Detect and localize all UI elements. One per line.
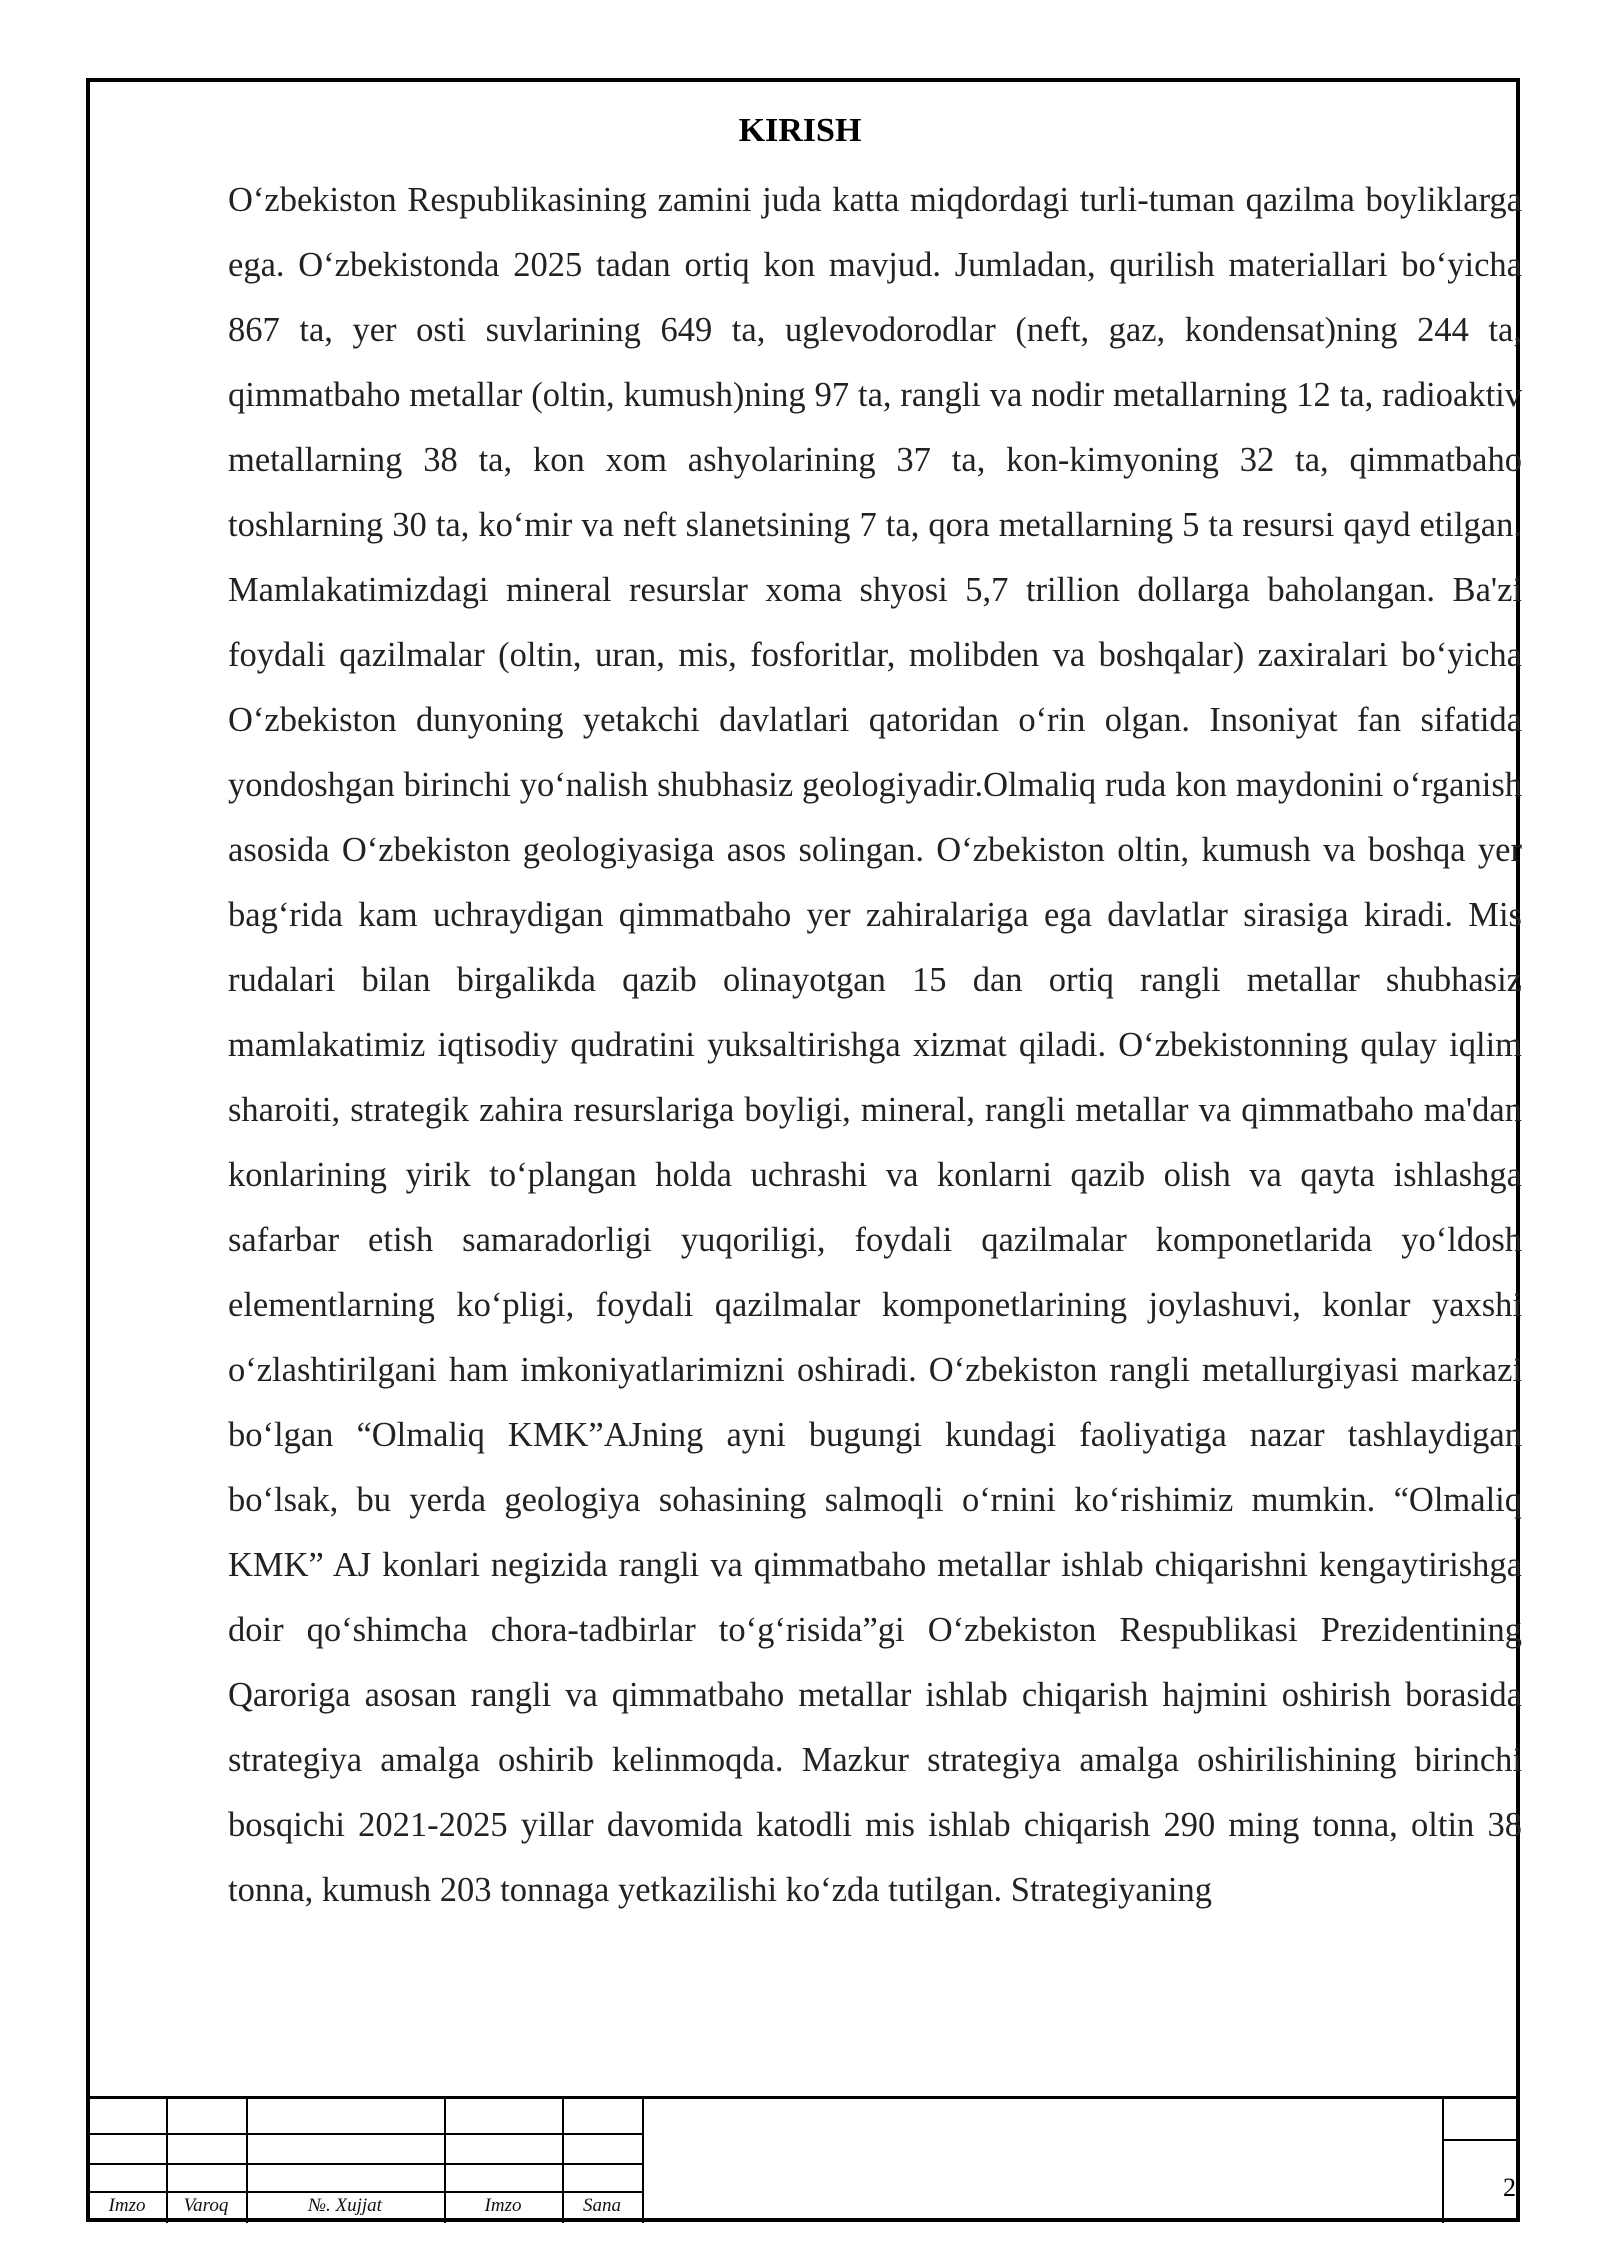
stamp-divider [642,2099,644,2223]
stamp-row-line [88,2133,642,2135]
title-block [88,2096,1518,2223]
stamp-row-line [1442,2139,1518,2141]
stamp-divider [1442,2099,1444,2223]
page-number: 2 [1503,2173,1516,2202]
stamp-label-imzo-2: Imzo [484,2195,522,2216]
stamp-row-line [88,2163,642,2165]
body-paragraph: O‘zbekiston Respublikasining zamini juda katta miqdordagi turli-tuman qazilma boyliklarga ega. O‘zbekistonda 2025 tadan ortiq kon mavjud. Jumladan, qurilish materiallari bo‘yicha 867 ta, yer osti suvlarining 649 ta, uglevodorodlar (neft, gaz, kondensat)ning 244 ta, qimmatbaho metallar (oltin, kumush)ning 97 ta, rangli va nodir metallarning 12 ta, radioaktiv metallarning 38 ta, kon xom ashyolarining 37 ta, kon-kimyoning 32 ta, qimmatbaho toshlarning 30 ta, ko‘mir va neft slanetsining 7 ta, qora metallarning 5 ta resursi qayd etilgan. Mamlakatimizdagi mineral resurslar xoma shyosi 5,7 trillion dollarga baholangan. Ba'zi foydali qazilmalar (oltin, uran, mis, fosforitlar, molibden va boshqalar) zaxiralari bo‘yicha O‘zbekiston dunyoning yetakchi davlatlari qatoridan o‘rin olgan. Insoniyat fan sifatida yondoshgan birinchi yo‘nalish shubhasiz geologiyadir.Olmaliq ruda kon maydonini o‘rganish asosida O‘zbekiston geologiyasiga asos solingan. O‘zbekiston oltin, kumush va boshqa yer bag‘rida kam uchraydigan qimmatbaho yer zahiralariga ega davlatlar sirasiga kiradi. Mis rudalari bilan birgalikda qazib olinayotgan 15 dan ortiq rangli metallar shubhasiz mamlakatimiz iqtisodiy qudratini yuksaltirishga xizmat qiladi. O‘zbekistonning qulay iqlim sharoiti, strategik zahira resurslariga boyligi, mineral, rangli metallar va qimmatbaho ma'dan konlarining yirik to‘plangan holda uchrashi va konlarni qazib olish va qayta ishlashga safarbar etish samaradorligi yuqoriligi, foydali qazilmalar komponetlarida yo‘ldosh elementlarning ko‘pligi, foydali qazilmalar komponetlarining joylashuvi, konlar yaxshi o‘zlashtirilgani ham imkoniyatlarimizni oshiradi. O‘zbekiston rangli metallurgiyasi markazi bo‘lgan “Olmaliq KMK”AJning ayni bugungi kundagi faoliyatiga nazar tashlaydigan bo‘lsak, bu yerda geologiya sohasining salmoqli o‘rnini ko‘rishimiz mumkin. “Olmaliq KMK” AJ konlari negizida rangli va qimmatbaho metallar ishlab chiqarishni kengaytirishga doir qo‘shimcha chora-tadbirlar to‘g‘risida”gi O‘zbekiston Respublikasi Prezidentining Qaroriga asosan rangli va qimmatbaho metallar ishlab chiqarish hajmini oshirish borasida strategiya amalga oshirib kelinmoqda. Mazkur strategiya amalga oshirilishining birinchi bosqichi 2021-2025 yillar davomida katodli mis ishlab chiqarish 290 ming tonna, oltin 38 tonna, kumush 203 tonnaga yetkazilishi ko‘zda tutilgan. Strategiyaning [228,181,1522,1909]
stamp-label-sana: Sana [583,2195,621,2216]
stamp-label-xujjat: №. Xujjat [308,2195,382,2216]
document-title: KIRISH [738,112,862,149]
stamp-label-varoq: Varoq [183,2195,229,2216]
stamp-label-imzo: Imzo [108,2195,146,2216]
